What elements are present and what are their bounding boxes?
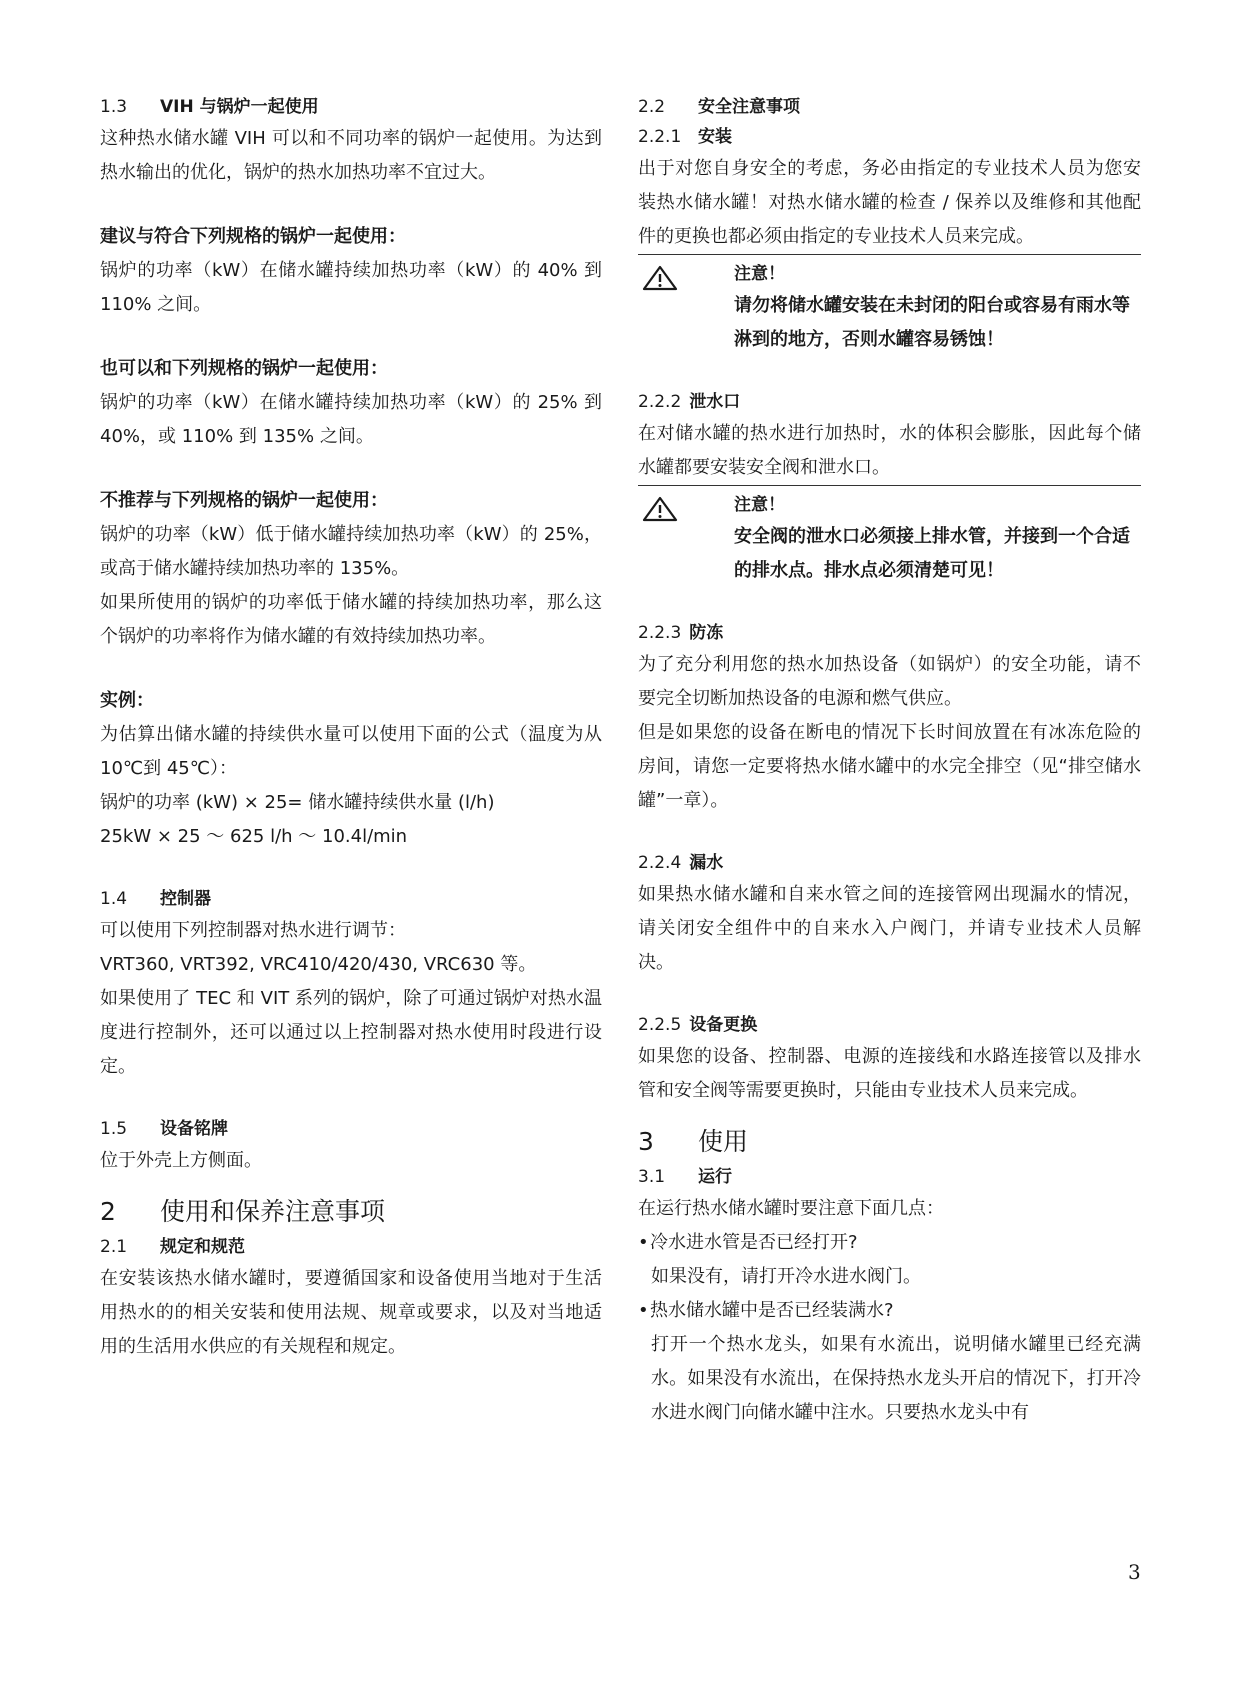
paragraph: 锅炉的功率（kW）在储水罐持续加热功率（kW）的 40% 到 110% 之间。 [100, 260, 602, 315]
formula: 25kW × 25 ～ 625 l/h ～ 10.4l/min [100, 826, 408, 847]
section-3-1-heading: 3.1 运行 [638, 1167, 732, 1187]
paragraph: 在安装该热水储水罐时，要遵循国家和设备使用当地对于生活用热水的的相关安装和使用法规、规章或要求，以及对当地适用的生活用水供应的有关规程和规定。 [100, 1268, 602, 1357]
page-number: 3 [1128, 1560, 1141, 1584]
list-item-body: 如果没有，请打开冷水进水阀门。 [651, 1266, 921, 1287]
paragraph: 这种热水储水罐 VIH 可以和不同功率的锅炉一起使用。为达到热水输出的优化，锅炉的热水加热功率不宜过大。 [100, 128, 602, 183]
paragraph: 可以使用下列控制器对热水进行调节： [100, 920, 406, 941]
notice-body: 请勿将储水罐安装在未封闭的阳台或容易有雨水等淋到的地方，否则水罐容易锈蚀！ [734, 295, 1130, 350]
section-2-2-heading: 2.2 安全注意事项 [638, 97, 800, 117]
paragraph: 在运行热水储水罐时要注意下面几点： [638, 1198, 944, 1219]
section-2-1-heading: 2.1 规定和规范 [100, 1237, 245, 1257]
subheading: 建议与符合下列规格的锅炉一起使用： [100, 226, 406, 247]
paragraph: 出于对您自身安全的考虑，务必由指定的专业技术人员为您安装热水储水罐！对热水储水罐的检查 / 保养以及维修和其他配件的更换也都必须由指定的专业技术人员来完成。 [638, 158, 1141, 247]
list-item: •冷水进水管是否已经打开? [638, 1232, 858, 1253]
paragraph: 在对储水罐的热水进行加热时，水的体积会膨胀，因此每个储水罐都要安装安全阀和泄水口。 [638, 423, 1141, 478]
notice-box [638, 254, 1141, 357]
paragraph: 为估算出储水罐的持续供水量可以使用下面的公式（温度为从 10℃到 45℃）： [100, 724, 602, 779]
paragraph: 锅炉的功率（kW）在储水罐持续加热功率（kW）的 25% 到 40%，或 110% 到 135% 之间。 [100, 392, 602, 447]
subheading: 也可以和下列规格的锅炉一起使用： [100, 358, 388, 379]
section-2-2-2-heading: 2.2.2 泄水口 [638, 392, 741, 412]
warning-icon [638, 259, 734, 357]
list-item-body: 打开一个热水龙头，如果有水流出，说明储水罐里已经充满水。如果没有水流出，在保持热水龙头开启的情况下，打开冷水进水阀门向储水罐中注水。只要热水龙头中有 [651, 1334, 1141, 1423]
section-2-2-5-heading: 2.2.5 设备更换 [638, 1015, 758, 1035]
paragraph: 为了充分利用您的热水加热设备（如锅炉）的安全功能，请不要完全切断加热设备的电源和燃气供应。 [638, 654, 1141, 709]
paragraph: VRT360, VRT392, VRC410/420/430, VRC630 等。 [100, 954, 537, 975]
chapter-2-heading: 2 使用和保养注意事项 [100, 1197, 386, 1226]
paragraph: 锅炉的功率（kW）低于储水罐持续加热功率（kW）的 25%，或高于储水罐持续加热功率的 135%。 [100, 524, 602, 579]
paragraph: 但是如果您的设备在断电的情况下长时间放置在有冰冻危险的房间，请您一定要将热水储水罐中的水完全排空（见“排空储水罐”一章）。 [638, 722, 1141, 811]
warning-icon [638, 490, 734, 588]
subheading: 实例： [100, 690, 154, 711]
section-1-4-heading: 1.4 控制器 [100, 889, 211, 909]
formula: 锅炉的功率 (kW) × 25= 储水罐持续供水量 (l/h) [100, 792, 495, 813]
paragraph: 如果所使用的锅炉的功率低于储水罐的持续加热功率，那么这个锅炉的功率将作为储水罐的有效持续加热功率。 [100, 592, 602, 647]
subheading: 不推荐与下列规格的锅炉一起使用： [100, 490, 388, 511]
chapter-3-heading: 3 使用 [638, 1127, 749, 1156]
notice-body: 安全阀的泄水口必须接上排水管，并接到一个合适的排水点。排水点必须清楚可见！ [734, 526, 1130, 581]
section-1-5-heading: 1.5 设备铭牌 [100, 1119, 228, 1139]
section-2-2-3-heading: 2.2.3 防冻 [638, 623, 724, 643]
section-1-3-heading: 1.3 VIH 与锅炉一起使用 [100, 97, 319, 117]
notice-box [638, 485, 1141, 588]
paragraph: 如果使用了 TEC 和 VIT 系列的锅炉，除了可通过锅炉对热水温度进行控制外，还可以通过以上控制器对热水使用时段进行设定。 [100, 988, 602, 1077]
left-column [100, 92, 602, 1364]
list-item: •热水储水罐中是否已经装满水? [638, 1300, 894, 1321]
right-column [638, 92, 1141, 1430]
paragraph: 如果您的设备、控制器、电源的连接线和水路连接管以及排水管和安全阀等需要更换时，只能由专业技术人员来完成。 [638, 1046, 1141, 1101]
paragraph: 如果热水储水罐和自来水管之间的连接管网出现漏水的情况，请关闭安全组件中的自来水入户阀门，并请专业技术人员解决。 [638, 884, 1141, 973]
paragraph: 位于外壳上方侧面。 [100, 1150, 262, 1171]
section-2-2-4-heading: 2.2.4 漏水 [638, 853, 724, 873]
notice-title: 注意！ [734, 495, 785, 515]
notice-title: 注意！ [734, 264, 785, 284]
section-2-2-1-heading: 2.2.1 安装 [638, 127, 732, 147]
